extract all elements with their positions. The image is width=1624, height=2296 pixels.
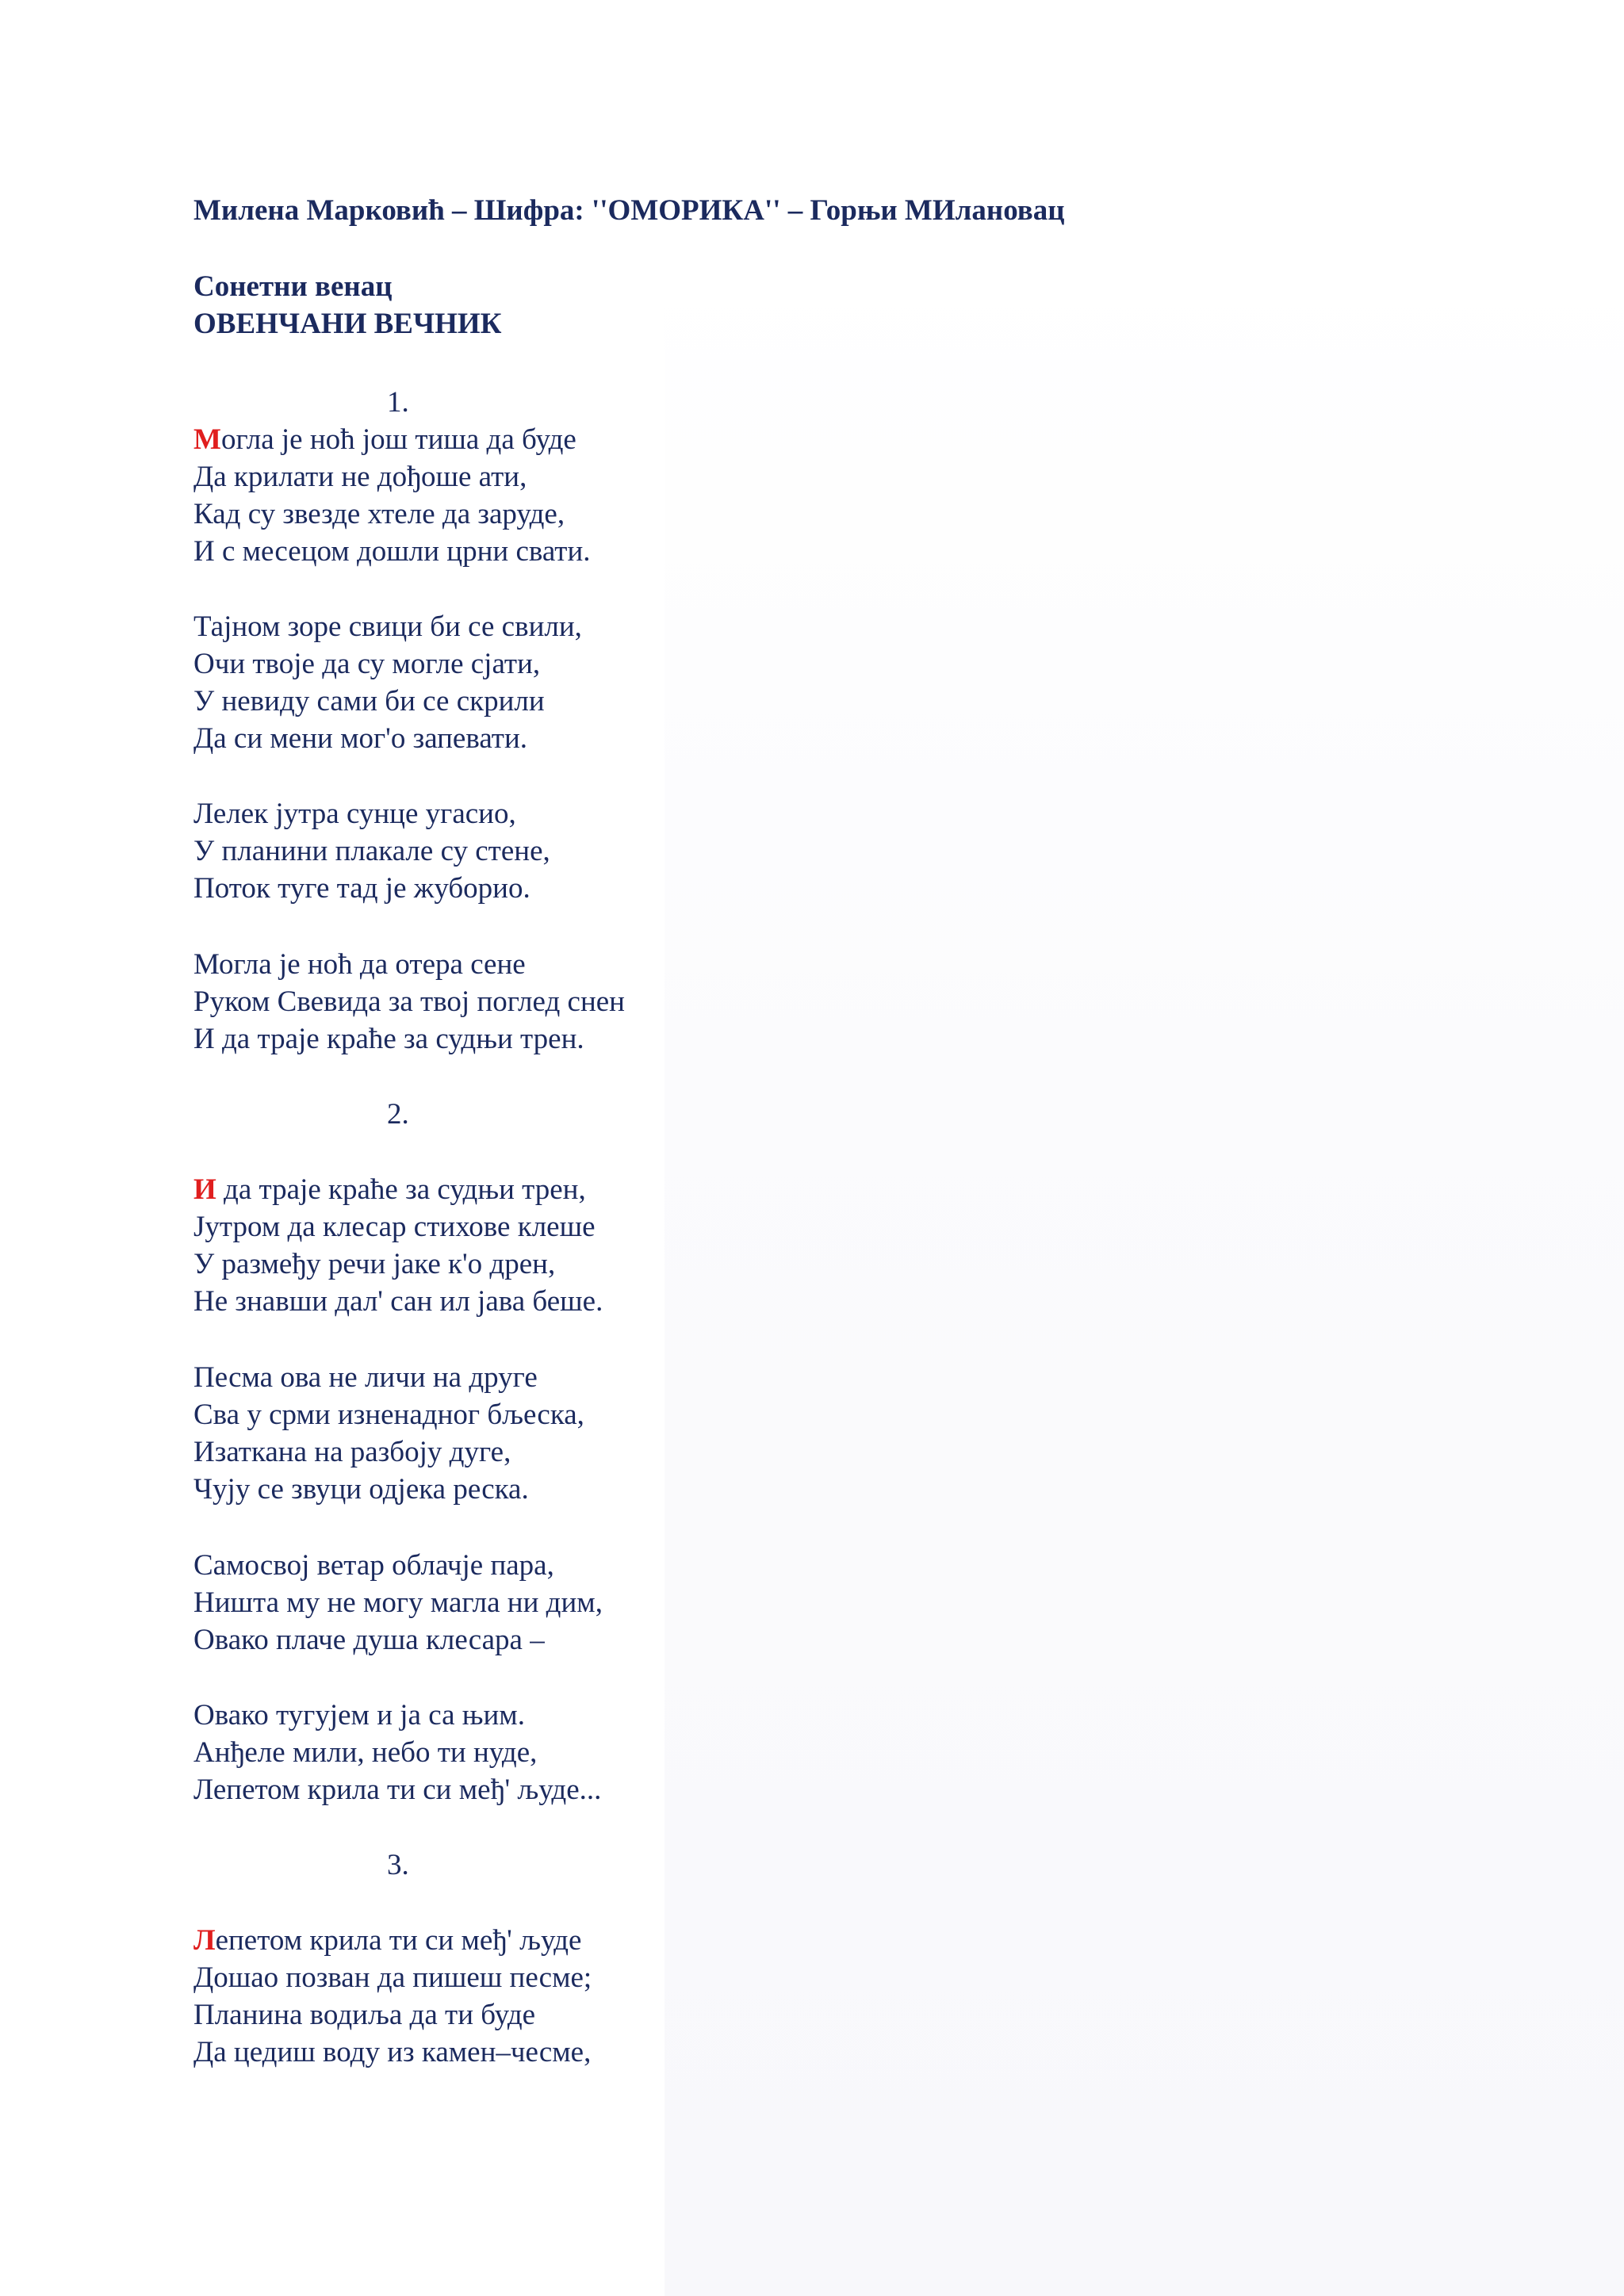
verse-line: И да траје краће за судњи трен. (193, 1023, 584, 1055)
verse-line (193, 1923, 581, 1957)
verse-line: Изаткана на разбоју дуге, (193, 1436, 511, 1468)
verse-line: Да крилати не дођоше ати, (193, 461, 527, 493)
verse-line: И с месецом дошли црни свати. (193, 535, 591, 568)
initial-letter: И (193, 1173, 216, 1206)
verse-line: Поток туге тад је жуборио. (193, 872, 530, 905)
verse-line (193, 1173, 586, 1207)
verse-line: Анђеле мили, небо ти нуде, (193, 1736, 538, 1769)
initial-letter: Л (193, 1924, 216, 1957)
verse-text: епетом крила ти си међ' људе (215, 1924, 582, 1957)
verse-line: Да цедиш воду из камен–чесме, (193, 2036, 592, 2068)
verse-line: Овако плаче душа клесара – (193, 1624, 545, 1656)
verse-line: Тајном зоре свици би се свили, (193, 610, 582, 643)
sonnet-number: 2. (387, 1098, 409, 1131)
verse-line: Самосвој ветар облачје пара, (193, 1549, 554, 1582)
verse-line: У невиду сами би се скрили (193, 685, 545, 718)
verse-line: Овако тугујем и ја са њим. (193, 1699, 525, 1732)
verse-line: Не знавши дал' сан ил јава беше. (193, 1285, 603, 1318)
poem-title: ОВЕНЧАНИ ВЕЧНИК (193, 308, 502, 340)
verse-line: У планини плакале су стене, (193, 835, 550, 867)
verse-line: У размеђу речи јаке к'о дрен, (193, 1248, 556, 1280)
verse-line: Лепетом крила ти си међ' људе... (193, 1774, 602, 1806)
initial-letter: М (193, 423, 221, 456)
verse-line: Планина водиља да ти буде (193, 1999, 536, 2031)
sonnet-number: 3. (387, 1849, 409, 1881)
sonnet-number: 1. (387, 386, 409, 419)
verse-line: Песма ова не личи на друге (193, 1361, 538, 1394)
verse-line: Јутром да клесар стихове клеше (193, 1211, 596, 1243)
verse-line: Лелек јутра сунце угасио, (193, 798, 516, 830)
verse-text: огла је ноћ још тиша да буде (220, 423, 576, 456)
verse-line: Дошао позван да пишеш песме; (193, 1961, 592, 1994)
author-header: Милена Марковић – Шифра: ''ОМОРИКА'' – Горњи МИлановац (193, 194, 1065, 227)
verse-line: Руком Свевида за твој поглед снен (193, 985, 625, 1018)
form-subtitle: Сонетни венац (193, 270, 393, 303)
verse-line: Сва у срми изненадног бљеска, (193, 1399, 584, 1431)
verse-line: Очи твоје да су могле сјати, (193, 648, 541, 680)
verse-line: Да си мени мог'о запевати. (193, 722, 528, 755)
verse-line (193, 423, 576, 457)
page-shading (665, 254, 1624, 2296)
verse-text: да траје краће за судњи трен, (216, 1173, 586, 1206)
verse-line: Чују се звуци одјека реска. (193, 1473, 529, 1506)
verse-line: Ништа му не могу магла ни дим, (193, 1586, 603, 1619)
verse-line: Могла је ноћ да отера сене (193, 948, 526, 981)
verse-line: Кад су звезде хтеле да заруде, (193, 498, 565, 530)
